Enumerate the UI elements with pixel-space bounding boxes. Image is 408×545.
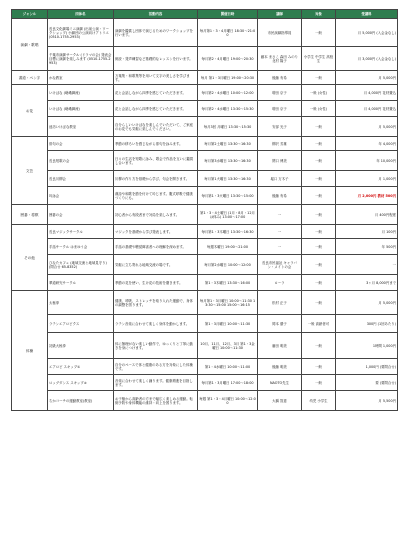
cell-date: 毎週木曜日 19:00〜21:00 xyxy=(198,239,258,255)
cell-target: 一般 xyxy=(302,255,336,275)
cell-date: 毎月第2・4水曜日 13:30〜15:30 xyxy=(198,101,258,117)
schedule-table xyxy=(11,9,398,411)
cell-name: 長良短歌の会 xyxy=(48,151,114,171)
cell-fee: 月 5,000円 xyxy=(336,117,398,137)
cell-teacher: 柳沢 芳雄 xyxy=(258,137,302,151)
cell-fee: 年 4,000円 xyxy=(336,137,398,151)
cell-target: 一般 xyxy=(302,205,336,225)
cell-date: 第1・4水曜日 10:00〜11:00 xyxy=(198,359,258,375)
cell-date: 10月、11月、12月、3月 第1・3金曜日 10:00〜11:30 xyxy=(198,333,258,359)
table-row xyxy=(12,187,398,205)
cell-name: 俳句の会 xyxy=(48,137,114,151)
table-row xyxy=(12,47,398,71)
cell-genre: お花 xyxy=(12,85,48,137)
cell-target: 一般 xyxy=(302,151,336,171)
cell-date: 毎月第2・4月曜日 19:00〜20:30 xyxy=(198,47,258,71)
cell-name: ひなたカフェ (地域交流と地域見守り) (問合せ 65-8352) xyxy=(48,255,114,275)
cell-name: エアロビ スキップ① xyxy=(48,359,114,375)
cell-teacher: 後藤 明美 xyxy=(258,359,302,375)
cell-target: 一般 xyxy=(302,71,336,85)
cell-fee: 月 100円 xyxy=(336,225,398,239)
cell-activity: 花と会話しながら四季を感じていただきます。 xyxy=(114,85,198,101)
cell-teacher: 後藤 有希 xyxy=(258,71,302,85)
cell-name: 千葉市演劇サークル (ドラマの会) 発表会目標に演劇を楽しみます (0510-1755-2953) xyxy=(48,47,114,71)
cell-fee: 1,000円 (要問合せ) xyxy=(336,359,398,375)
cell-fee: 月 5,000円 xyxy=(336,71,398,85)
cell-name: 囲碁の会 xyxy=(48,205,114,225)
cell-activity: お子様から高齢者の方まで幅広く楽しめる運動。転倒予防や身体機能の維持・向上を図ります。 xyxy=(114,391,198,411)
cell-date: 毎月第2水曜日 10:00〜12:00 xyxy=(198,255,258,275)
header-date: 開催日時 xyxy=(198,10,258,19)
cell-fee: 年 10,000円 xyxy=(336,151,398,171)
header-name: 団体名 xyxy=(48,10,114,19)
table-row xyxy=(12,315,398,333)
cell-teacher: 関口 博美 xyxy=(258,151,302,171)
cell-date: 毎月第2土曜日 13:30〜16:30 xyxy=(198,137,258,151)
cell-teacher: 長良市民福祉 キャラバン・メイトの会 xyxy=(258,255,302,275)
cell-fee: 300円 (1回あたり) xyxy=(336,315,398,333)
cell-name: 長良文化劇場ミニ演劇 (出前公演・ワークショップ) 小劇団の公演向けアトリエ (0510-1755-2953) xyxy=(48,19,114,47)
cell-name: 吟詠会 xyxy=(48,187,114,205)
header-target: 対象 xyxy=(302,10,336,19)
header-activity: 活動内容 xyxy=(114,10,198,19)
cell-target: 一般 xyxy=(302,137,336,151)
table-row xyxy=(12,137,398,151)
cell-teacher: 一 xyxy=(258,205,302,225)
cell-date: 毎月 第1・3月曜日 19:00〜20:30 xyxy=(198,71,258,85)
header-genre: ジャンル xyxy=(12,10,48,19)
table-row xyxy=(12,101,398,117)
cell-activity: 自分のペースで体と健康のある方を対象にした体操です。 xyxy=(114,359,198,375)
cell-teacher: 市民演劇指導員 xyxy=(258,19,302,47)
cell-name: ちかコーチの運動教室(教室) xyxy=(48,391,114,411)
table-row xyxy=(12,225,398,239)
cell-name: いけばな (嵯峨御流) xyxy=(48,85,114,101)
cell-fee: 1時間 1,000円 xyxy=(336,333,398,359)
cell-fee: 月 3,000円 (入会金なし) xyxy=(336,47,398,71)
cell-name: 華道研究サークル xyxy=(48,275,114,291)
cell-fee: 月 4,000円 花材費込 xyxy=(336,101,398,117)
cell-activity: 音楽に合わせて楽しく踊ります。健康増進を目指します。 xyxy=(114,375,198,391)
table-body xyxy=(12,19,398,411)
cell-target: 一般 (女性) xyxy=(302,85,336,101)
cell-activity: ラテン音楽に合わせて楽しく身体を動かします。 xyxy=(114,315,198,333)
cell-genre: 囲碁・将棋 xyxy=(12,205,48,225)
table-row xyxy=(12,333,398,359)
cell-teacher: 後藤 有希 xyxy=(258,187,302,205)
table-row xyxy=(12,391,398,411)
cell-fee: 要 (要問合せ) xyxy=(336,375,398,391)
cell-date: 第1・3・4土曜日 (1月・8月・12月は休み) 13:00〜17:00 xyxy=(198,205,258,225)
cell-activity: 初心者から有段者まで対局を楽しみます。 xyxy=(114,205,198,225)
cell-genre: 演劇・歌唱 xyxy=(12,19,48,71)
cell-teacher: 藤田 明美 xyxy=(258,333,302,359)
table-row xyxy=(12,171,398,187)
cell-activity: 万葉集・和歌集等を用いて文字の美しさを学びます。 xyxy=(114,71,198,85)
cell-target: 一般 xyxy=(302,275,336,291)
table-row xyxy=(12,71,398,85)
cell-name: 太極拳 xyxy=(48,291,114,315)
cell-activity: 演劇を鑑賞し団体で演じるためのワークショップを行います。 xyxy=(114,19,198,47)
cell-date: 毎月第1・3・4月曜日 18:30〜21:00 xyxy=(198,19,258,47)
cell-target: 一般 xyxy=(302,375,336,391)
cell-activity: 健康、呼吸、ストレッチを取り入れた運動で、身体の調整を図ります。 xyxy=(114,291,198,315)
cell-date: 毎月第1・3木曜日 13:30〜16:30 xyxy=(198,225,258,239)
table-row xyxy=(12,359,398,375)
cell-teacher: 堀口 万木子 xyxy=(258,171,302,187)
cell-name: 長良マジックサークル xyxy=(48,225,114,239)
cell-date: 第1・3木曜日 13:30〜16:00 xyxy=(198,275,258,291)
cell-target: 一般 高齢者可 xyxy=(302,315,336,333)
cell-teacher: 増田 京子 xyxy=(258,85,302,101)
table-row xyxy=(12,205,398,225)
cell-teacher: 藤本 まさこ 森田 みのり 北村 隆子 xyxy=(258,47,302,71)
cell-teacher: 増田 京子 xyxy=(258,101,302,117)
cell-target: 一般 xyxy=(302,225,336,239)
cell-teacher: 岡本 優子 xyxy=(258,315,302,333)
cell-genre: 書道・ペン字 xyxy=(12,71,48,85)
cell-name: いけばな (嵯峨御流) xyxy=(48,101,114,117)
cell-teacher: NAOTO先生 xyxy=(258,375,302,391)
cell-teacher: 松村 正子 xyxy=(258,291,302,315)
cell-teacher: 安部 光子 xyxy=(258,117,302,137)
cell-teacher: 一 xyxy=(258,225,302,239)
cell-date: 毎週 第1・3・4月曜日 10:00〜12:00 xyxy=(198,391,258,411)
cell-name: ラテンエアロビクス xyxy=(48,315,114,333)
cell-activity: 季節の移ろいを感じながら俳句を詠みます。 xyxy=(114,137,198,151)
cell-fee: 月 5,000円 xyxy=(336,291,398,315)
cell-genre: その他 xyxy=(12,225,48,291)
table-row xyxy=(12,291,398,315)
cell-teacher: ローラ xyxy=(258,275,302,291)
cell-target: 一般 xyxy=(302,19,336,47)
cell-name: 手話サークル はまゆう会 xyxy=(48,239,114,255)
cell-activity: 花と会話しながら四季を感じていただきます。 xyxy=(114,101,198,117)
cell-name: 池坊いけばな教室 xyxy=(48,117,114,137)
cell-date: 毎月第1火曜日 13:30〜16:30 xyxy=(198,171,258,187)
table-row xyxy=(12,19,398,47)
table-header-row xyxy=(12,10,398,19)
cell-fee: 月 5,500円 xyxy=(336,391,398,411)
cell-target: 一般 xyxy=(302,239,336,255)
cell-activity: マジックを基礎から学び発表します。 xyxy=(114,225,198,239)
cell-fee: 年 500円 xyxy=(336,239,398,255)
cell-fee: 月 400円程度 xyxy=(336,205,398,225)
cell-date: 毎月第1・3月曜日 17:00〜18:00 xyxy=(198,375,258,391)
cell-name: 初級大極拳 xyxy=(48,333,114,359)
cell-activity: 気軽に立ち寄れる地域交流の場です。 xyxy=(114,255,198,275)
table-row xyxy=(12,85,398,101)
table-row xyxy=(12,275,398,291)
table-row xyxy=(12,151,398,171)
cell-genre: 体操 xyxy=(12,291,48,411)
cell-date: 毎月3回 月曜日 13:30〜15:30 xyxy=(198,117,258,137)
cell-name: かな教室 xyxy=(48,71,114,85)
cell-date: 毎月第1・3月曜日 10:00〜11:30 13:30〜15:00 15:00〜16:15 xyxy=(198,291,258,315)
table-row xyxy=(12,255,398,275)
cell-activity: 漢詩や和歌を節を付けて吟じます。腹式呼吸で健康づくりにも。 xyxy=(114,187,198,205)
event-schedule-sheet xyxy=(11,9,397,411)
cell-target: 一般 xyxy=(302,359,336,375)
cell-teacher: 大橋 智恵 xyxy=(258,391,302,411)
cell-activity: 朗読・発声練習など基礎的なレッスンを行います。 xyxy=(114,47,198,71)
cell-activity: 季節の花を使い、生け花の技術を磨きます。 xyxy=(114,275,198,291)
cell-activity: 手話の基礎や聴覚障害者への理解を深めます。 xyxy=(114,239,198,255)
cell-target: 小学生 中学生 高校生 xyxy=(302,47,336,71)
cell-fee: 月 1,000円 xyxy=(336,171,398,187)
cell-date: 毎月第3水曜日 13:30〜16:30 xyxy=(198,151,258,171)
cell-fee: 3ヶ月 8,000円まで xyxy=(336,275,398,291)
cell-target: 一般 xyxy=(302,291,336,315)
cell-fee: 一 xyxy=(336,255,398,275)
header-teacher: 講師 xyxy=(258,10,302,19)
cell-date: 毎月第1・3火曜日 13:30〜15:00 xyxy=(198,187,258,205)
cell-date: 毎月第2・4水曜日 10:00〜12:00 xyxy=(198,85,258,101)
cell-target: 幼児 小学生 xyxy=(302,391,336,411)
cell-name: 長良川柳会 xyxy=(48,171,114,187)
cell-fee: 月 2,000円 教材 500円 xyxy=(336,187,398,205)
cell-target: 一般 xyxy=(302,117,336,137)
cell-activity: 川柳の作り方を基礎から学び、句会を開きます。 xyxy=(114,171,198,187)
cell-target: 一般 xyxy=(302,187,336,205)
cell-teacher: 一 xyxy=(258,239,302,255)
cell-target: 一般 (女性) xyxy=(302,101,336,117)
table-row xyxy=(12,117,398,137)
cell-date: 第1・3月曜日 10:00〜11:30 xyxy=(198,315,258,333)
cell-fee: 月 5,000円 (入会金なし) xyxy=(336,19,398,47)
cell-activity: 体に無理がない楽しい動作で、ゆっくりと丁寧に動きを身につけます。 xyxy=(114,333,198,359)
cell-genre: 文芸 xyxy=(12,137,48,205)
cell-target: 一般 xyxy=(302,171,336,187)
table-row xyxy=(12,375,398,391)
cell-fee: 月 4,000円 花材費込 xyxy=(336,85,398,101)
table-row xyxy=(12,239,398,255)
header-fee: 受講料 xyxy=(336,10,398,19)
cell-name: ロッグダンス スキップ② xyxy=(48,375,114,391)
cell-activity: 自分らしいいけばなを楽しんでいただいて、ご家庭のお花でも気軽に楽しんでください。 xyxy=(114,117,198,137)
cell-target: 一般 xyxy=(302,333,336,359)
cell-activity: 日々の生活を短歌に詠み、歌会で作品を互いに鑑賞し合います。 xyxy=(114,151,198,171)
